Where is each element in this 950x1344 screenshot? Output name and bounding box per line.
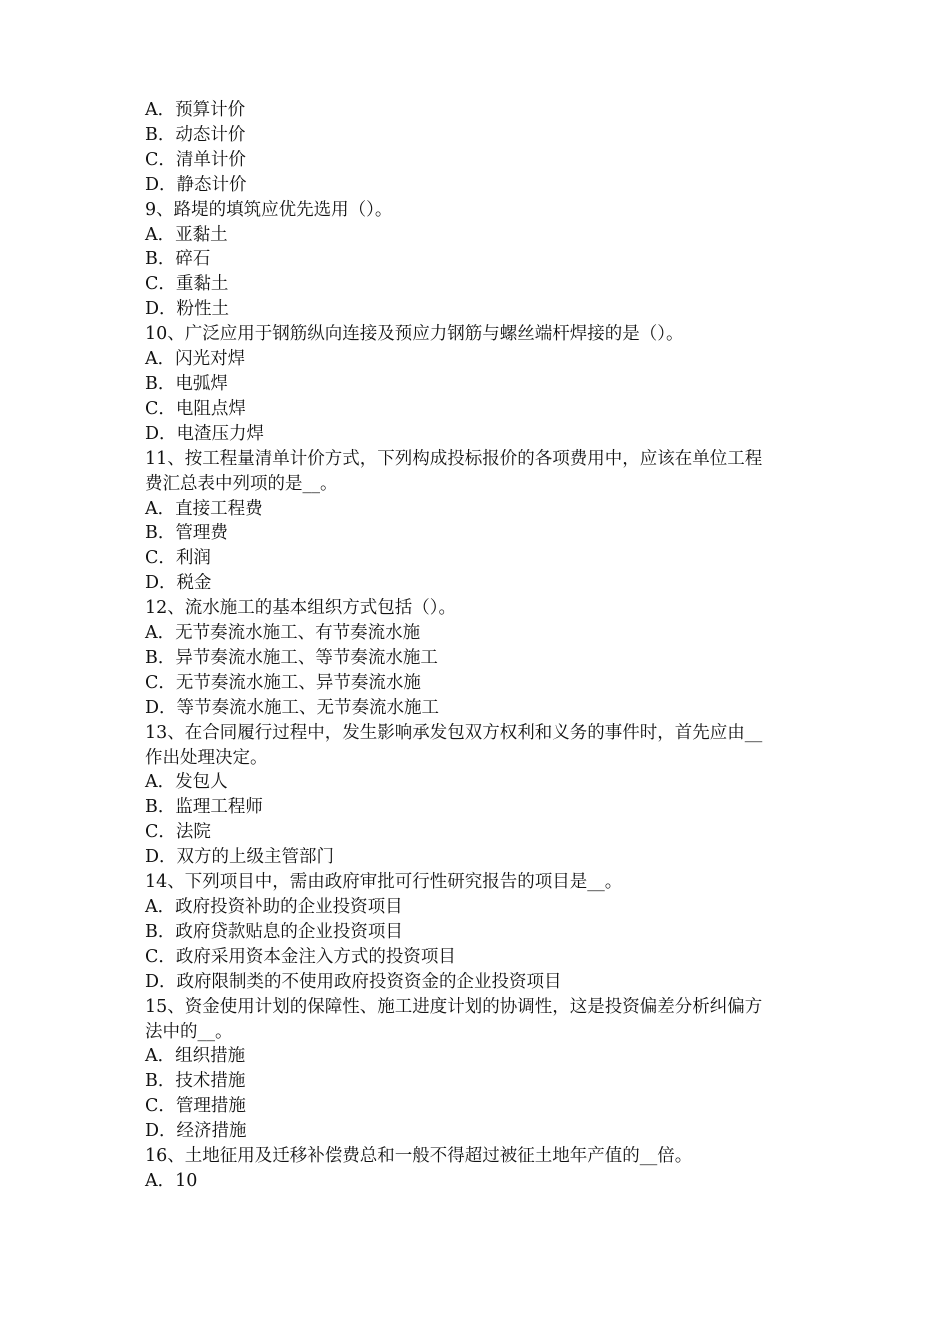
option-line: C．利润 (145, 548, 211, 569)
option-line: B．碎石 (145, 249, 211, 270)
option-line: D．税金 (145, 573, 212, 594)
question-15-continued: 法中的__。 (145, 1021, 233, 1042)
option-line: A．发包人 (145, 772, 228, 793)
option-line: D．政府限制类的不使用政府投资资金的企业投资项目 (145, 971, 562, 992)
question-text-body (145, 98, 815, 1194)
question-13-continued: 作出处理决定。 (145, 747, 268, 768)
question-16: 16、土地征用及迁移补偿费总和一般不得超过被征土地年产值的__倍。 (145, 1146, 693, 1167)
option-line: D．静态计价 (145, 174, 247, 195)
option-line: A．无节奏流水施工、有节奏流水施 (145, 623, 421, 644)
option-line: B．电弧焊 (145, 373, 228, 394)
option-line: B．异节奏流水施工、等节奏流水施工 (145, 647, 438, 668)
option-line: C．电阻点焊 (145, 398, 246, 419)
option-line: C．无节奏流水施工、异节奏流水施 (145, 672, 421, 693)
option-line: D．等节奏流水施工、无节奏流水施工 (145, 697, 440, 718)
question-12: 12、流水施工的基本组织方式包括（）。 (145, 598, 457, 619)
option-line: A．闪光对焊 (145, 349, 246, 370)
question-11-continued: 费汇总表中列项的是__。 (145, 473, 338, 494)
option-line: C．重黏土 (145, 274, 229, 295)
option-line: A．组织措施 (145, 1046, 246, 1067)
option-line: A．政府投资补助的企业投资项目 (145, 897, 403, 917)
question-15: 15、资金使用计划的保障性、施工进度计划的协调性，这是投资偏差分析纠偏方 (145, 996, 763, 1017)
option-line: C．政府采用资本金注入方式的投资项目 (145, 946, 456, 967)
option-line: D．粉性土 (145, 299, 230, 320)
option-line: B．技术措施 (145, 1071, 246, 1092)
option-line: D．电渣压力焊 (145, 423, 265, 444)
question-9: 9、路堤的填筑应优先选用（）。 (145, 199, 393, 220)
option-line: C．管理措施 (145, 1096, 246, 1117)
option-line: A．10 (145, 1170, 198, 1191)
option-line: B．政府贷款贴息的企业投资项目 (145, 921, 403, 942)
option-line: D．双方的上级主管部门 (145, 847, 335, 868)
question-11: 11、按工程量清单计价方式，下列构成投标报价的各项费用中，应该在单位工程 (145, 448, 763, 469)
option-line: A．亚黏土 (145, 224, 228, 245)
option-line: B．动态计价 (145, 124, 246, 145)
question-10: 10、广泛应用于钢筋纵向连接及预应力钢筋与螺丝端杆焊接的是（）。 (145, 324, 684, 345)
option-line: D．经济措施 (145, 1121, 247, 1142)
question-14: 14、下列项目中，需由政府审批可行性研究报告的项目是__。 (145, 872, 623, 893)
option-line: B．管理费 (145, 523, 228, 544)
question-13: 13、在合同履行过程中，发生影响承发包双方权利和义务的事件时，首先应由__ (145, 722, 763, 743)
option-line: A．预算计价 (145, 100, 246, 120)
option-line: B．监理工程师 (145, 797, 263, 818)
option-line: A．直接工程费 (145, 498, 263, 519)
option-line: C．法院 (145, 822, 211, 843)
option-line: C．清单计价 (145, 149, 246, 170)
